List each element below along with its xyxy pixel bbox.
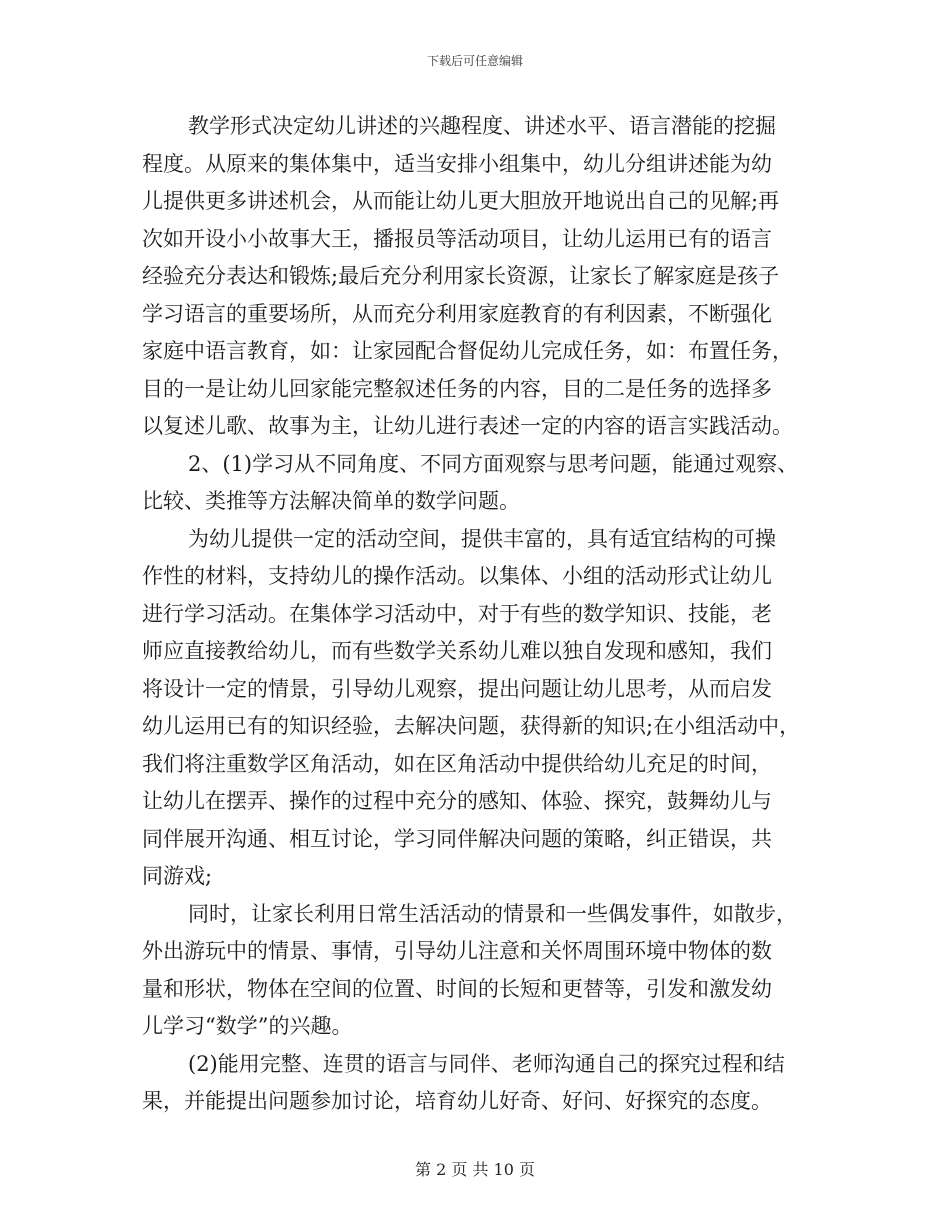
text-line: 同伴展开沟通、相互讨论，学习同伴解决问题的策略，纠正错误，共 <box>142 826 772 851</box>
text-line: 家庭中语言教育，如：让家园配合督促幼儿完成任务，如：布置任务， <box>142 339 793 363</box>
text-line: 果，并能提出问题参加讨论，培育幼儿好奇、好问、好探究的态度。 <box>142 1089 772 1113</box>
text-line: 同游戏; <box>142 864 213 888</box>
text-line: 以复述儿歌、故事为主，让幼儿进行表述一定的内容的语言实践活动。 <box>142 414 793 438</box>
page-number: 第 2 页 共 10 页 <box>415 1160 535 1179</box>
text-line: 儿提供更多讲述机会，从而能让幼儿更大胆放开地说出自己的见解;再 <box>142 189 780 213</box>
text-line: 同时，让家长利用日常生活活动的情景和一些偶发事件，如散步， <box>188 901 797 926</box>
paragraph-language-teaching <box>142 108 822 446</box>
text-line: 量和形状，物体在空间的位置、时间的长短和更替等，引发和激发幼 <box>142 976 772 1001</box>
text-line: 外出游玩中的情景、事情，引导幼儿注意和关怀周围环境中物体的数 <box>142 939 772 963</box>
text-line: 我们将注重数学区角活动，如在区角活动中提供给幼儿充足的时间， <box>142 751 772 776</box>
paragraph-math-goal-2 <box>142 1046 822 1121</box>
text-line: 将设计一定的情景，引导幼儿观察，提出问题让幼儿思考，从而启发 <box>142 676 772 701</box>
paragraph-activity-space <box>142 521 822 896</box>
text-line: 程度。从原来的集体集中，适当安排小组集中，幼儿分组讲述能为幼 <box>142 151 772 176</box>
text-line: 为幼儿提供一定的活动空间，提供丰富的，具有适宜结构的可操 <box>188 526 776 551</box>
text-line: 让幼儿在摆弄、操作的过程中充分的感知、体验、探究，鼓舞幼儿与 <box>142 789 772 813</box>
text-line: 2、(1)学习从不同角度、不同方面观察与思考问题，能通过观察、 <box>188 451 799 476</box>
text-line: 次如开设小小故事大王，播报员等活动项目，让幼儿运用已有的语言 <box>142 226 772 251</box>
text-line: 作性的材料，支持幼儿的操作活动。以集体、小组的活动形式让幼儿 <box>142 564 772 588</box>
text-line: (2)能用完整、连贯的语言与同伴、老师沟通自己的探究过程和结 <box>188 1051 785 1076</box>
paragraph-math-goal-1 <box>142 446 822 521</box>
text-line: 教学形式决定幼儿讲述的兴趣程度、讲述水平、语言潜能的挖掘 <box>188 114 776 138</box>
text-line: 师应直接教给幼儿，而有些数学关系幼儿难以独自发现和感知，我们 <box>142 639 772 663</box>
document-body <box>142 108 822 1121</box>
text-line: 目的一是让幼儿回家能完整叙述任务的内容，目的二是任务的选择多 <box>142 376 772 401</box>
text-line: 学习语言的重要场所，从而充分利用家庭教育的有利因素，不断强化 <box>142 301 772 326</box>
page-header-note: 下载后可任意编辑 <box>426 54 523 68</box>
text-line: 进行学习活动。在集体学习活动中，对于有些的数学知识、技能，老 <box>142 601 772 626</box>
paragraph-parent-involvement <box>142 896 822 1046</box>
text-line: 幼儿运用已有的知识经验，去解决问题，获得新的知识;在小组活动中， <box>142 714 801 738</box>
text-line: 比较、类推等方法解决简单的数学问题。 <box>142 489 520 513</box>
text-line: 儿学习“数学”的兴趣。 <box>142 1014 353 1038</box>
text-line: 经验充分表达和锻炼;最后充分利用家长资源，让家长了解家庭是孩子 <box>142 264 780 288</box>
